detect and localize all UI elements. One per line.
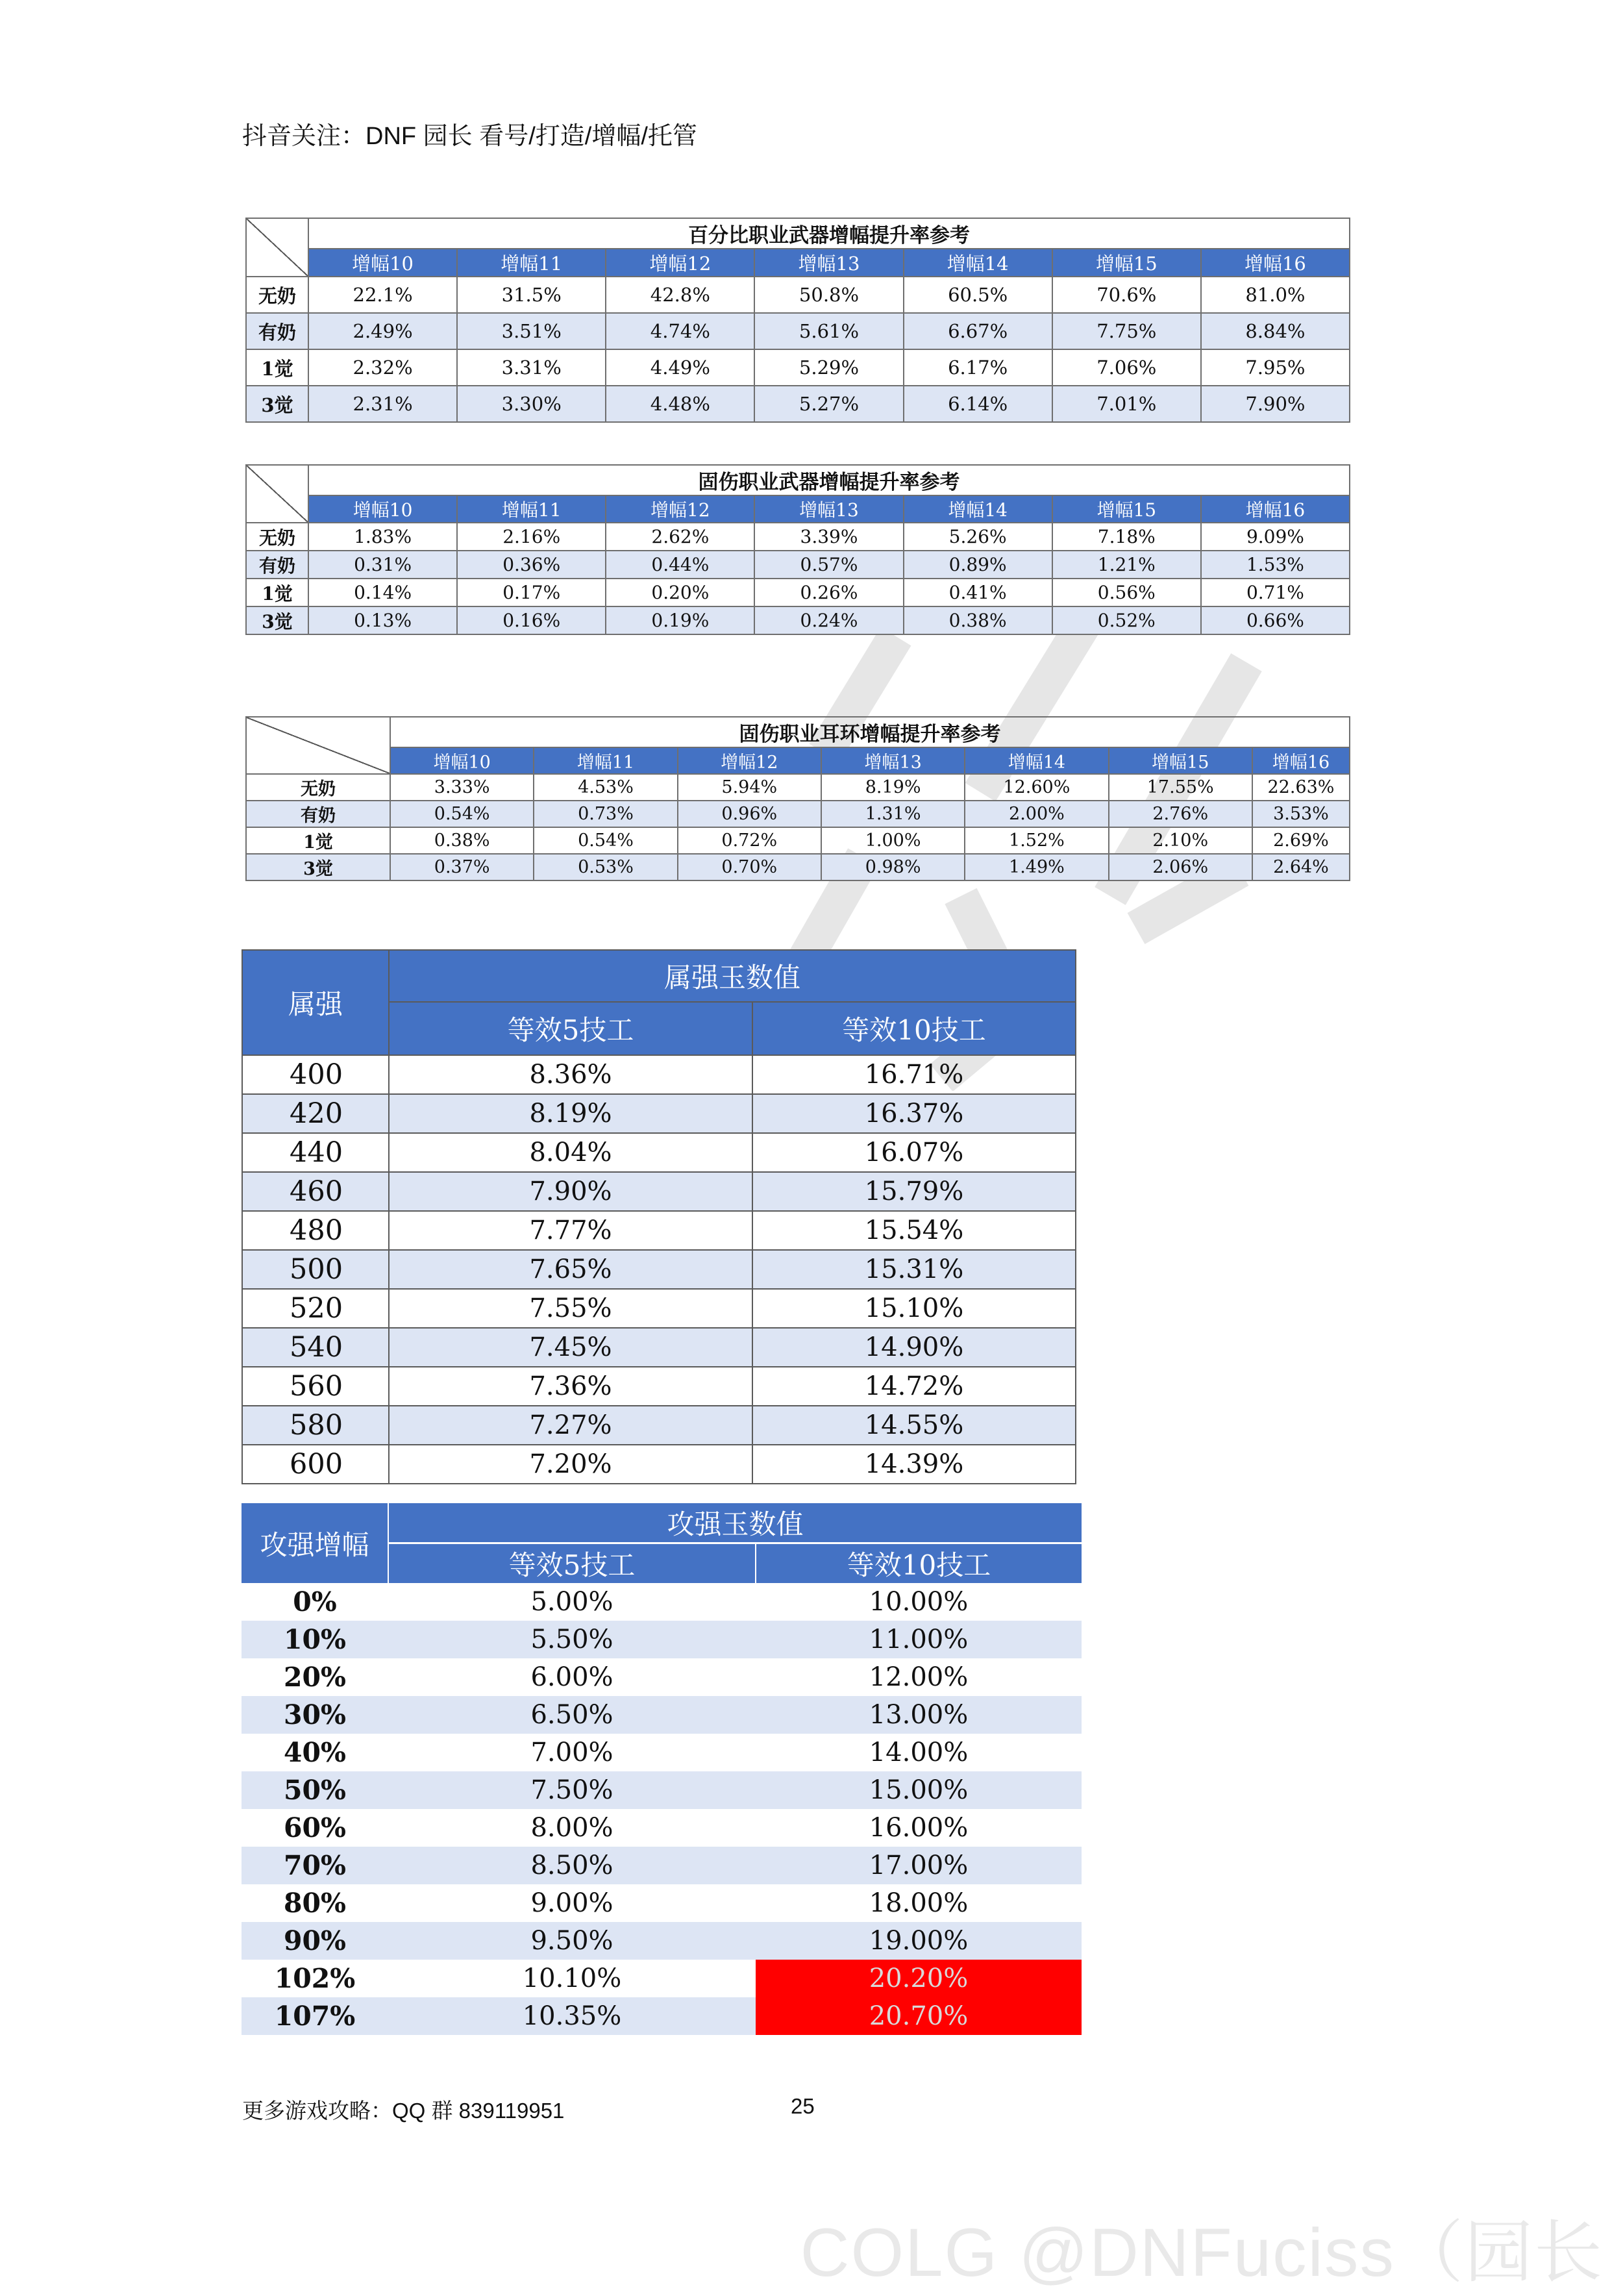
table-cell: 17.55% [1109,774,1252,801]
row-header-title: 攻强增幅 [242,1503,388,1583]
row-header-title: 属强 [242,950,389,1055]
table-cell: 17.00% [869,1851,969,1880]
table-cell: 16.00% [869,1813,969,1843]
table-row [246,386,1350,422]
row-label: 440 [242,1133,389,1172]
table-row [242,1922,1082,1960]
column-header: 等效10技工 [752,1002,1076,1055]
table-cell: 22.1% [308,277,457,313]
table-title: 百分比职业武器增幅提升率参考 [308,218,1350,249]
table-cell: 0.38% [390,827,534,854]
table-cell: 10.35% [522,2001,622,2031]
column-header: 增幅15 [1052,495,1201,523]
table-cell: 2.06% [1109,854,1252,880]
table-cell: 0.20% [606,579,754,606]
table-row [246,349,1350,386]
table-cell: 12.00% [869,1662,969,1692]
table-row [242,1621,1082,1658]
table-cell: 14.90% [752,1328,1076,1367]
row-label: 有奶 [246,801,390,827]
table-cell: 5.29% [754,349,903,386]
table-row [242,1289,1076,1328]
table-row [246,579,1350,606]
row-label: 420 [242,1094,389,1133]
table-cell: 10.00% [869,1587,969,1617]
table-row [242,1734,1082,1771]
table-row [242,1172,1076,1211]
row-label: 30% [283,1699,346,1730]
table-cell: 42.8% [606,277,754,313]
row-label: 有奶 [246,551,308,579]
column-header: 增幅10 [390,747,534,774]
column-header: 增幅12 [678,747,821,774]
table-cell: 2.00% [965,801,1108,827]
table-cell: 8.19% [389,1094,752,1133]
table-cell: 60.5% [904,277,1052,313]
table-cell: 0.54% [534,827,677,854]
diagonal-corner-cell [246,218,308,277]
column-header: 增幅11 [534,747,677,774]
table-cell: 8.36% [389,1055,752,1094]
row-label: 1觉 [246,579,308,606]
group-title: 属强玉数值 [389,950,1076,1002]
table-row [246,774,1350,801]
table-row [242,1055,1076,1094]
table-row [242,1133,1076,1172]
table-cell: 0.17% [457,579,606,606]
table-row [246,277,1350,313]
column-header: 增幅16 [1201,249,1350,277]
table-cell: 14.00% [869,1738,969,1767]
table-row [246,801,1350,827]
table-cell: 14.72% [752,1367,1076,1406]
column-header-row [246,495,1350,523]
table-cell: 5.50% [530,1625,613,1654]
column-header: 增幅12 [606,249,754,277]
table-cell: 4.48% [606,386,754,422]
column-header: 等效5技工 [388,1543,756,1584]
table-cell: 7.90% [389,1172,752,1211]
diagonal-corner-cell [246,465,308,523]
table-body [246,523,1350,634]
table-body [246,774,1350,880]
highlighted-cell: 20.70% [756,1997,1082,2035]
table-cell: 0.89% [904,551,1052,579]
table-row [242,1445,1076,1484]
row-label: 无奶 [246,523,308,551]
row-label: 10% [283,1624,346,1655]
table-cell: 15.54% [752,1211,1076,1250]
table-cell: 15.00% [869,1775,969,1805]
table-cell: 15.10% [752,1289,1076,1328]
row-label: 3觉 [246,386,308,422]
column-header: 增幅13 [754,495,903,523]
table-cell: 8.19% [821,774,965,801]
table-cell: 0.66% [1201,606,1350,634]
table-cell: 8.84% [1201,313,1350,349]
table-cell: 6.17% [904,349,1052,386]
table-cell: 8.50% [530,1851,613,1880]
table-title: 固伤职业武器增幅提升率参考 [308,465,1350,495]
table-cell: 2.49% [308,313,457,349]
table-cell: 0.56% [1052,579,1201,606]
table-cell: 3.31% [457,349,606,386]
table-row [242,1250,1076,1289]
table-cell: 0.36% [457,551,606,579]
table-row [246,606,1350,634]
table-cell: 14.55% [752,1406,1076,1445]
table-cell: 81.0% [1201,277,1350,313]
column-header: 增幅15 [1052,249,1201,277]
table-cell: 3.33% [390,774,534,801]
table-cell: 0.37% [390,854,534,880]
table-cell: 0.38% [904,606,1052,634]
table-cell: 0.19% [606,606,754,634]
table-row [242,1696,1082,1734]
table-cell: 2.10% [1109,827,1252,854]
table-row [246,313,1350,349]
table-row [246,551,1350,579]
diagonal-corner-cell [246,717,390,774]
table-cell: 16.71% [752,1055,1076,1094]
row-label: 80% [283,1888,346,1919]
row-label: 50% [283,1775,346,1806]
row-label: 600 [242,1445,389,1484]
table-cell: 0.71% [1201,579,1350,606]
table-cell: 1.53% [1201,551,1350,579]
table-cell: 4.53% [534,774,677,801]
table-cell: 16.37% [752,1094,1076,1133]
row-label: 有奶 [246,313,308,349]
table-cell: 0.73% [534,801,677,827]
table-cell: 2.16% [457,523,606,551]
table-cell: 7.95% [1201,349,1350,386]
table-cell: 4.49% [606,349,754,386]
row-label: 1觉 [246,827,390,854]
table-cell: 0.31% [308,551,457,579]
table-row [242,1094,1076,1133]
row-label: 0% [293,1586,337,1617]
row-label: 90% [283,1925,346,1956]
row-label: 102% [274,1963,356,1994]
row-label: 1觉 [246,349,308,386]
row-label: 20% [283,1662,346,1693]
table-row [242,1328,1076,1367]
table-body [242,1583,1082,2035]
table-cell: 1.49% [965,854,1108,880]
table-cell: 7.06% [1052,349,1201,386]
table-cell: 16.07% [752,1133,1076,1172]
table-row [242,1658,1082,1696]
table-cell: 3.30% [457,386,606,422]
table-cell: 70.6% [1052,277,1201,313]
column-header: 增幅10 [308,249,457,277]
column-header: 增幅11 [457,495,606,523]
table-body [242,1055,1076,1484]
row-label: 520 [242,1289,389,1328]
table-cell: 15.79% [752,1172,1076,1211]
watermark-text: COLG @DNFuciss（园长 [800,2215,1604,2291]
table-cell: 3.39% [754,523,903,551]
table-cell: 7.00% [530,1738,613,1767]
table-row [242,1367,1076,1406]
table-cell: 7.90% [1201,386,1350,422]
table-row [242,1960,1082,1997]
table-cell: 6.50% [530,1700,613,1730]
table-cell: 0.96% [678,801,821,827]
column-header: 增幅10 [308,495,457,523]
table-cell: 7.75% [1052,313,1201,349]
table-cell: 3.53% [1252,801,1350,827]
table-cell: 5.94% [678,774,821,801]
table-row [242,1583,1082,1621]
row-label: 无奶 [246,277,308,313]
row-label: 3觉 [246,854,390,880]
row-label: 107% [274,2001,356,2032]
table-cell: 0.16% [457,606,606,634]
table-cell: 7.20% [389,1445,752,1484]
table-cell: 5.61% [754,313,903,349]
column-header: 增幅11 [457,249,606,277]
table-cell: 1.00% [821,827,965,854]
row-label: 3觉 [246,606,308,634]
column-header: 增幅16 [1252,747,1350,774]
table-cell: 8.04% [389,1133,752,1172]
table-cell: 10.10% [522,1964,622,1993]
row-label: 60% [283,1812,346,1843]
table-cell: 7.50% [530,1775,613,1805]
column-header: 增幅13 [821,747,965,774]
column-header-row [246,249,1350,277]
attack-jade-table [242,1503,1082,2035]
table-cell: 0.57% [754,551,903,579]
column-header-row [246,747,1350,774]
element-jade-table [242,949,1076,1484]
table-cell: 9.50% [530,1926,613,1956]
highlighted-cell: 20.20% [756,1960,1082,1997]
table-row [246,523,1350,551]
table-cell: 9.00% [530,1888,613,1918]
row-label: 540 [242,1328,389,1367]
table-cell: 0.53% [534,854,677,880]
table-row [242,1809,1082,1847]
column-header: 增幅14 [965,747,1108,774]
percent-weapon-table [245,218,1350,423]
table-cell: 2.31% [308,386,457,422]
row-label: 480 [242,1211,389,1250]
table-cell: 15.31% [752,1250,1076,1289]
table-cell: 7.77% [389,1211,752,1250]
table-cell: 1.31% [821,801,965,827]
page-number: 25 [791,2094,815,2118]
table-row [242,1997,1082,2035]
table-row [242,1847,1082,1884]
table-row [242,1211,1076,1250]
table-cell: 0.54% [390,801,534,827]
table-cell: 18.00% [869,1888,969,1918]
table-cell: 2.64% [1252,854,1350,880]
table-row [242,1771,1082,1809]
table-cell: 1.21% [1052,551,1201,579]
table-cell: 0.70% [678,854,821,880]
table-cell: 6.00% [530,1662,613,1692]
table-cell: 7.55% [389,1289,752,1328]
table-cell: 4.74% [606,313,754,349]
table-cell: 2.32% [308,349,457,386]
table-cell: 3.51% [457,313,606,349]
row-label: 560 [242,1367,389,1406]
table-cell: 13.00% [869,1700,969,1730]
table-cell: 2.69% [1252,827,1350,854]
row-label: 500 [242,1250,389,1289]
table-row [242,1884,1082,1922]
table-cell: 14.39% [752,1445,1076,1484]
table-cell: 0.41% [904,579,1052,606]
table-cell: 11.00% [869,1625,969,1654]
table-cell: 0.24% [754,606,903,634]
table-cell: 50.8% [754,277,903,313]
table-cell: 0.26% [754,579,903,606]
table-cell: 0.13% [308,606,457,634]
row-label: 无奶 [246,774,390,801]
row-label: 70% [283,1850,346,1881]
table-cell: 6.67% [904,313,1052,349]
fixed-weapon-table [245,464,1350,635]
page-header: 抖音关注：DNF 园长 看号/打造/增幅/托管 [242,123,697,150]
table-row [242,1406,1076,1445]
table-cell: 22.63% [1252,774,1350,801]
column-header: 增幅14 [904,495,1052,523]
row-label: 400 [242,1055,389,1094]
table-cell: 0.52% [1052,606,1201,634]
fixed-earring-table [245,716,1350,881]
table-body [246,277,1350,422]
table-cell: 5.27% [754,386,903,422]
table-row [246,854,1350,880]
table-cell: 0.14% [308,579,457,606]
table-cell: 2.76% [1109,801,1252,827]
column-header: 等效10技工 [756,1543,1082,1584]
table-cell: 0.98% [821,854,965,880]
column-header: 增幅15 [1109,747,1252,774]
table-cell: 1.52% [965,827,1108,854]
column-header: 增幅13 [754,249,903,277]
table-cell: 7.01% [1052,386,1201,422]
table-cell: 7.36% [389,1367,752,1406]
column-header: 增幅14 [904,249,1052,277]
table-cell: 1.83% [308,523,457,551]
page-footer: 更多游戏攻略：QQ 群 839119951 [242,2099,565,2123]
table-cell: 6.14% [904,386,1052,422]
column-header: 增幅16 [1201,495,1350,523]
table-cell: 9.09% [1201,523,1350,551]
table-cell: 7.27% [389,1406,752,1445]
table-cell: 31.5% [457,277,606,313]
table-row [246,827,1350,854]
row-label: 40% [283,1737,346,1768]
column-header: 增幅12 [606,495,754,523]
table-cell: 5.26% [904,523,1052,551]
table-cell: 7.18% [1052,523,1201,551]
table-cell: 8.00% [530,1813,613,1843]
table-cell: 19.00% [869,1926,969,1956]
row-label: 580 [242,1406,389,1445]
table-cell: 5.00% [530,1587,613,1617]
table-cell: 0.72% [678,827,821,854]
column-header: 等效5技工 [389,1002,752,1055]
table-cell: 7.65% [389,1250,752,1289]
table-title: 固伤职业耳环增幅提升率参考 [390,717,1350,747]
group-title: 攻强玉数值 [388,1503,1082,1543]
table-cell: 2.62% [606,523,754,551]
table-cell: 7.45% [389,1328,752,1367]
table-cell: 12.60% [965,774,1108,801]
row-label: 460 [242,1172,389,1211]
table-cell: 0.44% [606,551,754,579]
